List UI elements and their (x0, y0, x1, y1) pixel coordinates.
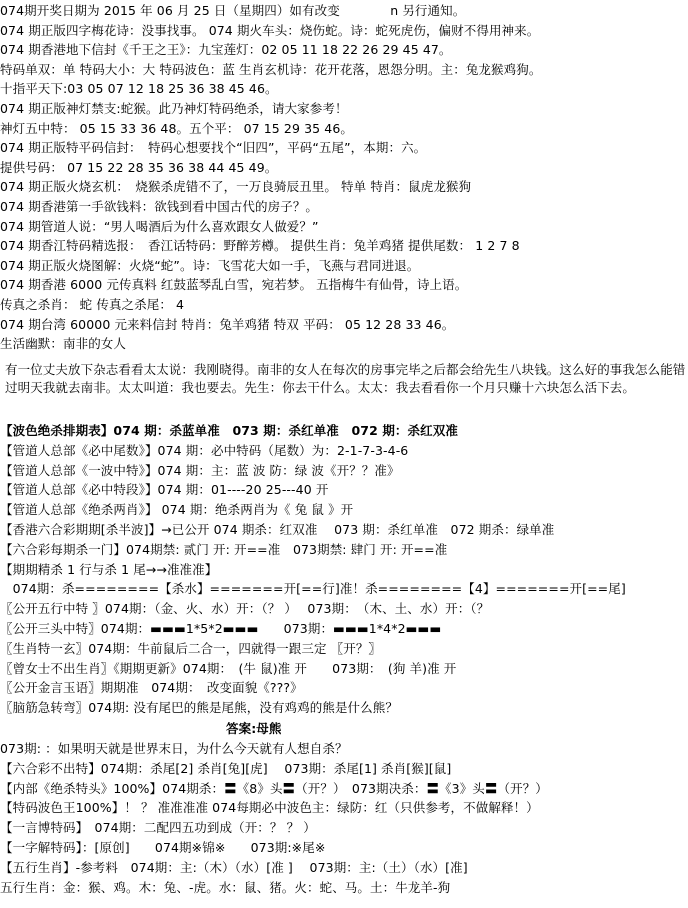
text-line: 〖公开五行中特 〗074期：（金、火、水）开：（？ ） 073期： （木、土、水）开：（？ (0, 601, 490, 617)
text-line: 神灯五中特： 05 15 33 36 48。五个平： 07 15 29 35 46。 (0, 120, 353, 136)
text-line: 传真之杀肖： 蛇 传真之杀尾： 4 (0, 297, 185, 312)
text-line: 〖公开金言玉语〗期期准 074期： 改变面貌《???》 (0, 680, 303, 696)
text-line: 【波色绝杀排期表】074 期：杀蓝单准 073 期：杀红单准 072 期：杀红双准 (0, 423, 458, 438)
text-line: 【管道人总部《一波中特》】074 期：主：蓝 波 防：绿 波《开？？准》 (0, 462, 400, 478)
text-line: 074 期香江特码精选报： 香江话特码：野醉芳樽。 提供生肖：兔羊鸡猪 提供尾数： 1 2 7 8 (0, 238, 520, 254)
text-line: 【六合彩不出特】074期：杀尾[2] 杀肖[兔][虎] 073期：杀尾[1] 杀肖[猴][鼠] (0, 760, 452, 776)
text-line: 074 期香港 6000 元传真料 红鼓蓝琴乱白雪，宛若梦。 五指梅牛有仙骨，诗上语。 (0, 277, 468, 293)
text-line: 十指平天下:03 05 07 12 18 25 36 38 45 46。 (0, 81, 278, 97)
riddle-answer: 答案:母熊 (226, 721, 282, 736)
text-line: 【五行生肖】-参考料 074期：主:（木）（水）[准 ] 073期：主:（土）（水）[准] (0, 859, 468, 875)
text-line: 【一言博特码】 074期：二配四五功到成（开：？ ？ ） (0, 820, 316, 836)
text-line: 〖公开三头中特〗074期：▬▬▬1*5*2▬▬▬ 073期：▬▬▬1*4*2▬▬▬ (0, 621, 442, 636)
text-line: 【特码波色王100%】！ ？ 准准准准 074每期必中波色主：绿防：红（只供参考，不做解释！） (0, 800, 539, 816)
text-line: 〖曾女士不出生肖〗《期期更新》074期： (牛 鼠)准 开 073期： (狗 羊)准 开 (0, 660, 457, 676)
text-line: 特码单双：单 特码大小：大 特码波色：蓝 生肖玄机诗：花开花落，恩怨分明。主：兔龙猴鸡狗。 (0, 61, 542, 77)
text-line: 074 期香港地下信封《千王之王》：九宝莲灯：02 05 11 18 22 26 29 45 47。 (0, 42, 452, 58)
text-line: 074 期管道人说：“男人喝酒后为什么喜欢跟女人做爱？” (0, 218, 319, 234)
text-line: 074 期正版特平码信封： 特码心想要找个“旧四”，平码“五尾”，本期：六。 (0, 140, 427, 156)
text-line: 生活幽默：南非的女人 (0, 336, 127, 352)
text-line: 074 期正版火烧图解：火烧“蛇”。诗：飞雪花大如一手，飞燕与君同进退。 (0, 257, 420, 273)
text-line: 〖生肖特一玄〗074期：牛前鼠后二合一，四就得一跟三定 〖开？〗 (0, 640, 382, 656)
humor-story: 有一位丈夫放下杂志看看太太说：我刚晓得。南非的女人在每次的房事完毕之后都会给先生八块钱。这么好的事我怎么能错过明天我就去南非。太太叫道：我也要去。先生：你去干什么。太太：我去看看你一个月只赚十六块怎么活下去。 (5, 362, 686, 395)
text-line: 【六合彩每期杀一门】074期禁: 贰门 开: 开==准 073期禁: 肆门 开: 开==准 (0, 541, 448, 557)
text-line: 074期：杀========【杀水】=======开[==行]准！杀========【4】=======开[==尾] (0, 581, 626, 597)
text-line: 074 期正版四字梅花诗：没事找事。 074 期火车头：烧伤蛇。诗：蛇死虎伤，偏财不得用神来。 (0, 22, 540, 38)
text-line: 【期期精杀 1 行与杀 1 尾→→准准准】 (0, 561, 218, 577)
text-line: 【管道人总部《绝杀两肖》】 074 期：绝杀两肖为《 兔 鼠 》开 (0, 502, 354, 518)
text-line: 【管道人总部《必中尾数》】074 期：必中特码（尾数）为：2-1-7-3-4-6 (0, 442, 409, 458)
text-line: 【管道人总部《必中特段》】074 期：01----20 25---40 开 (0, 482, 329, 498)
text-line: 074期开奖日期为 2015 年 06 月 25 日（星期四）如有改变 n 另行通知。 (0, 3, 466, 18)
text-line: 【一字解特码】：[原创] 074期※锦※ 073期:※尾※ (0, 840, 326, 855)
text-line: 〖脑筋急转弯〗074期: 没有尾巴的熊是尾熊，没有鸡鸡的熊是什么熊？ (0, 700, 398, 716)
text-line: 五行生肖：金：猴、鸡。木：兔、-虎。水：鼠、猪。火：蛇、马。土：牛龙羊-狗 (0, 879, 451, 895)
text-line: 073期: ：如果明天就是世界末日，为什么今天就有人想自杀？ (0, 741, 348, 756)
text-line: 074 期正版火烧玄机： 烧猴杀虎错不了，一万良骑辰丑里。 特单 特肖：鼠虎龙猴狗 (0, 179, 472, 195)
text-line: 074 期香港第一手欲钱料：欲钱到看中国古代的房子？。 (0, 199, 319, 214)
text-line: 074 期正版神灯禁支:蛇猴。此乃神灯特码绝杀，请大家参考！ (0, 101, 348, 116)
text-line: 【香港六合彩期期[杀半波]】→已公开 074 期杀：红双准 073 期：杀红单准 072 期杀：绿单准 (0, 522, 555, 537)
text-line: 074 期台湾 60000 元来料信封 特肖：兔羊鸡猪 特双 平码： 05 12 28 33 46。 (0, 316, 455, 332)
text-line: 【内部《绝杀特头》100%】074期杀：〓《8》头〓（开？） 073期决杀：〓《3》头〓（开？） (0, 780, 548, 796)
text-line: 提供号码： 07 15 22 28 35 36 38 44 45 49。 (0, 159, 278, 175)
